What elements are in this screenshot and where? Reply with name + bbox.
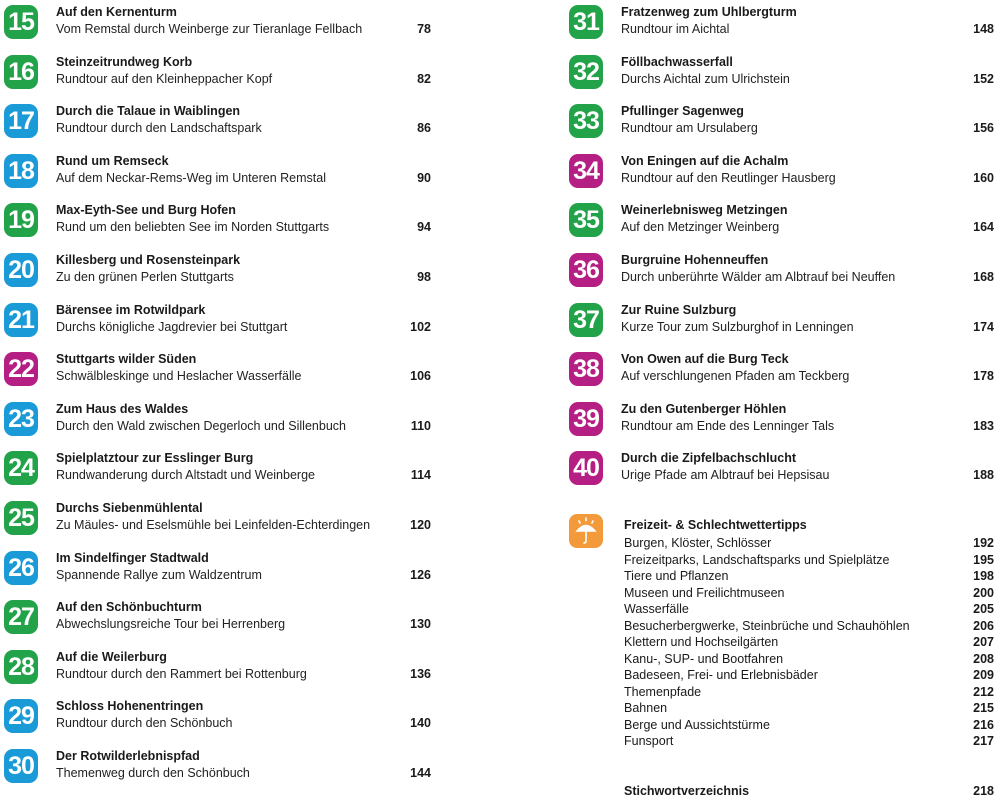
tip-label: Bahnen (624, 701, 668, 715)
tour-number-badge: 16 (4, 55, 38, 89)
toc-entry[interactable] (0, 451, 440, 491)
tour-title: Von Owen auf die Burg Teck (621, 352, 789, 367)
tour-subtitle: Urige Pfade am Albtrauf bei Hepsisau (621, 468, 830, 483)
tour-number-badge: 38 (569, 352, 603, 386)
tour-number-badge: 23 (4, 402, 38, 436)
page-number: 178 (973, 369, 994, 384)
page-number: 144 (410, 766, 431, 780)
tour-subtitle: Auf den Metzinger Weinberg (621, 220, 780, 235)
tour-title: Föllbachwasserfall (621, 54, 733, 69)
toc-entry[interactable] (0, 203, 440, 243)
toc-entry[interactable] (0, 501, 440, 541)
tour-number-badge: 24 (4, 451, 38, 485)
tip-item[interactable] (624, 635, 994, 652)
page-number: 82 (417, 71, 431, 86)
tour-title: Zur Ruine Sulzburg (621, 302, 737, 317)
tip-page: 206 (973, 618, 994, 633)
tour-subtitle: Rundtour durch den Landschaftspark (56, 121, 262, 136)
tour-subtitle: Zu Mäules- und Eselsmühle bei Leinfelden-Echterdingen (56, 518, 371, 532)
toc-entry[interactable] (565, 352, 1000, 392)
index-page: 218 (973, 784, 994, 798)
tour-number-badge: 26 (4, 551, 38, 585)
toc-entry[interactable] (0, 699, 440, 739)
tip-item[interactable] (624, 619, 994, 636)
tour-title: Auf den Schönbuchturm (56, 600, 202, 615)
page-number: 120 (410, 518, 431, 532)
page-number: 183 (973, 418, 994, 433)
tip-label: Freizeitparks, Landschaftsparks und Spielplätze (624, 552, 890, 567)
tour-title: Burgruine Hohenneuffen (621, 253, 769, 267)
tip-page: 209 (973, 668, 994, 682)
tour-number-badge: 15 (4, 5, 38, 39)
tour-subtitle: Rundwanderung durch Altstadt und Weinberge (56, 468, 315, 483)
tour-subtitle: Themenweg durch den Schönbuch (56, 766, 250, 780)
toc-entry[interactable] (0, 253, 440, 293)
tip-page: 216 (973, 717, 994, 732)
tip-page: 195 (973, 552, 994, 567)
tip-item[interactable] (624, 652, 994, 669)
tour-number-badge: 36 (569, 253, 603, 287)
tour-number-badge: 17 (4, 104, 38, 138)
index-label: Stichwortverzeichnis (624, 784, 750, 798)
tour-subtitle: Rund um den beliebten See im Norden Stuttgarts (56, 220, 330, 235)
toc-entry[interactable] (0, 402, 440, 442)
page-number: 126 (410, 567, 431, 582)
tip-page: 200 (973, 585, 994, 600)
tour-number-badge: 30 (4, 749, 38, 783)
page-number: 98 (417, 270, 431, 284)
tour-title: Pfullinger Sagenweg (621, 104, 744, 119)
tour-subtitle: Rundtour auf den Reutlinger Hausberg (621, 170, 836, 185)
tour-number-badge: 25 (4, 501, 38, 535)
page-number: 168 (973, 270, 994, 284)
tip-item[interactable] (624, 586, 994, 603)
tip-item[interactable] (624, 668, 994, 685)
toc-entry[interactable] (565, 451, 1000, 491)
page-number: 148 (973, 22, 994, 36)
page-number: 86 (417, 121, 431, 136)
page-number: 188 (973, 468, 994, 483)
tour-subtitle: Vom Remstal durch Weinberge zur Tieranlage Fellbach (56, 22, 363, 36)
toc-entry[interactable] (0, 55, 440, 95)
toc-entry[interactable] (0, 303, 440, 343)
tip-item[interactable] (624, 602, 994, 619)
tour-title: Im Sindelfinger Stadtwald (56, 550, 209, 565)
tip-item[interactable] (624, 536, 994, 553)
tip-page: 198 (973, 569, 994, 583)
tour-subtitle: Schwälbleskinge und Heslacher Wasserfälle (56, 369, 302, 384)
toc-entry[interactable] (565, 55, 1000, 95)
tour-number-badge: 32 (569, 55, 603, 89)
tour-title: Fratzenweg zum Uhlbergturm (621, 5, 797, 19)
tip-page: 208 (973, 651, 994, 666)
tour-title: Zum Haus des Waldes (56, 401, 189, 416)
toc-entry[interactable] (0, 352, 440, 392)
tour-number-badge: 28 (4, 650, 38, 684)
tour-title: Der Rotwilderlebnispfad (56, 749, 200, 763)
tour-title: Max-Eyth-See und Burg Hofen (56, 203, 236, 218)
tour-title: Zu den Gutenberger Höhlen (621, 401, 787, 416)
page-number: 102 (410, 319, 431, 334)
tip-page: 217 (973, 734, 994, 748)
tour-number-badge: 33 (569, 104, 603, 138)
tour-title: Steinzeitrundweg Korb (56, 54, 193, 69)
tip-item[interactable] (624, 718, 994, 735)
tour-number-badge: 34 (569, 154, 603, 188)
page-number: 106 (410, 369, 431, 384)
tour-subtitle: Rundtour durch den Rammert bei Rottenburg (56, 666, 307, 681)
tour-subtitle: Durchs Aichtal zum Ulrichstein (621, 71, 790, 86)
tour-number-badge: 29 (4, 699, 38, 733)
page-number: 78 (417, 22, 431, 36)
tour-number-badge: 22 (4, 352, 38, 386)
tour-number-badge: 40 (569, 451, 603, 485)
tour-number-badge: 19 (4, 203, 38, 237)
page-number: 164 (973, 220, 994, 235)
tip-label: Kanu-, SUP- und Bootfahren (624, 651, 784, 666)
tour-subtitle: Spannende Rallye zum Waldzentrum (56, 567, 262, 582)
tour-title: Auf die Weilerburg (56, 649, 167, 664)
tour-subtitle: Rundtour im Aichtal (621, 22, 730, 36)
toc-entry[interactable] (565, 203, 1000, 243)
tour-number-badge: 20 (4, 253, 38, 287)
sun-umbrella-icon (569, 514, 603, 548)
toc-entry[interactable] (565, 253, 1000, 293)
page-number: 114 (410, 468, 431, 483)
tour-title: Stuttgarts wilder Süden (56, 352, 197, 367)
tip-item[interactable] (624, 569, 994, 586)
tour-title: Durchs Siebenmühlental (56, 501, 203, 515)
tour-title: Bärensee im Rotwildpark (56, 302, 206, 317)
tour-subtitle: Rundtour auf den Kleinheppacher Kopf (56, 71, 273, 86)
tour-subtitle: Rundtour durch den Schönbuch (56, 716, 233, 731)
tour-number-badge: 39 (569, 402, 603, 436)
tip-label: Funsport (624, 734, 674, 748)
tip-label: Wasserfälle (624, 602, 689, 616)
toc-entry[interactable] (0, 104, 440, 144)
toc-entry[interactable] (565, 402, 1000, 442)
toc-entry[interactable] (565, 104, 1000, 144)
tour-number-badge: 31 (569, 5, 603, 39)
tip-page: 192 (973, 536, 994, 550)
tour-title: Rund um Remseck (56, 153, 169, 168)
tour-subtitle: Durch unberührte Wälder am Albtrauf bei Neuffen (621, 270, 896, 284)
tour-number-badge: 37 (569, 303, 603, 337)
tour-title: Auf den Kernenturm (56, 5, 177, 19)
tip-label: Themenpfade (624, 684, 702, 699)
tour-number-badge: 18 (4, 154, 38, 188)
page-number: 130 (410, 617, 431, 632)
toc-entry[interactable] (0, 551, 440, 591)
tip-item[interactable] (624, 553, 994, 570)
page-number: 136 (410, 666, 431, 681)
tip-label: Tiere und Pflanzen (624, 569, 729, 583)
page-number: 152 (973, 71, 994, 86)
tip-label: Berge und Aussichtstürme (624, 717, 770, 732)
tour-title: Weinerlebnisweg Metzingen (621, 203, 788, 218)
tour-subtitle: Auf verschlungenen Pfaden am Teckberg (621, 369, 850, 384)
page-number: 140 (410, 716, 431, 731)
tour-subtitle: Durchs königliche Jagdrevier bei Stuttgart (56, 319, 288, 334)
tip-page: 207 (973, 635, 994, 649)
page-number: 156 (973, 121, 994, 136)
tour-title: Durch die Talaue in Waiblingen (56, 104, 241, 119)
tour-subtitle: Kurze Tour zum Sulzburghof in Lenningen (621, 319, 854, 334)
page-number: 160 (973, 170, 994, 185)
page-number: 174 (973, 319, 994, 334)
toc-entry[interactable] (0, 650, 440, 690)
tour-subtitle: Rundtour am Ursulaberg (621, 121, 758, 136)
tour-number-badge: 27 (4, 600, 38, 634)
tip-page: 212 (973, 684, 994, 699)
page-number: 94 (417, 220, 431, 235)
tour-subtitle: Auf dem Neckar-Rems-Weg im Unteren Remstal (56, 170, 326, 185)
tip-label: Badeseen, Frei- und Erlebnisbäder (624, 668, 818, 682)
tip-item[interactable] (624, 701, 994, 718)
tour-subtitle: Rundtour am Ende des Lenninger Tals (621, 418, 835, 433)
toc-entry[interactable] (0, 5, 440, 45)
tour-title: Von Eningen auf die Achalm (621, 153, 789, 168)
tip-label: Klettern und Hochseilgärten (624, 635, 779, 649)
tour-subtitle: Durch den Wald zwischen Degerloch und Sillenbuch (56, 418, 346, 433)
tip-item[interactable] (624, 734, 994, 751)
page-number: 90 (417, 170, 431, 185)
toc-entry[interactable] (565, 5, 1000, 45)
tip-page: 205 (973, 602, 994, 616)
toc-entry[interactable] (0, 154, 440, 194)
tour-title: Durch die Zipfelbachschlucht (621, 451, 797, 466)
page-number: 110 (410, 418, 431, 433)
tour-subtitle: Zu den grünen Perlen Stuttgarts (56, 270, 234, 284)
toc-entry[interactable] (0, 600, 440, 640)
tip-label: Museen und Freilichtmuseen (624, 585, 785, 600)
tour-number-badge: 21 (4, 303, 38, 337)
tip-item[interactable] (624, 685, 994, 702)
tip-page: 215 (973, 701, 994, 715)
tour-number-badge: 35 (569, 203, 603, 237)
tour-subtitle: Abwechslungsreiche Tour bei Herrenberg (56, 617, 286, 632)
tips-title: Freizeit- & Schlechtwettertipps (624, 518, 807, 532)
toc-entry[interactable] (0, 749, 440, 789)
tip-label: Burgen, Klöster, Schlösser (624, 536, 772, 550)
tour-title: Schloss Hohenentringen (56, 699, 204, 714)
toc-entry[interactable] (565, 154, 1000, 194)
tour-title: Spielplatztour zur Esslinger Burg (56, 451, 254, 466)
toc-entry[interactable] (565, 303, 1000, 343)
tip-label: Besucherbergwerke, Steinbrüche und Schauhöhlen (624, 618, 910, 633)
tour-title: Killesberg und Rosensteinpark (56, 253, 241, 267)
